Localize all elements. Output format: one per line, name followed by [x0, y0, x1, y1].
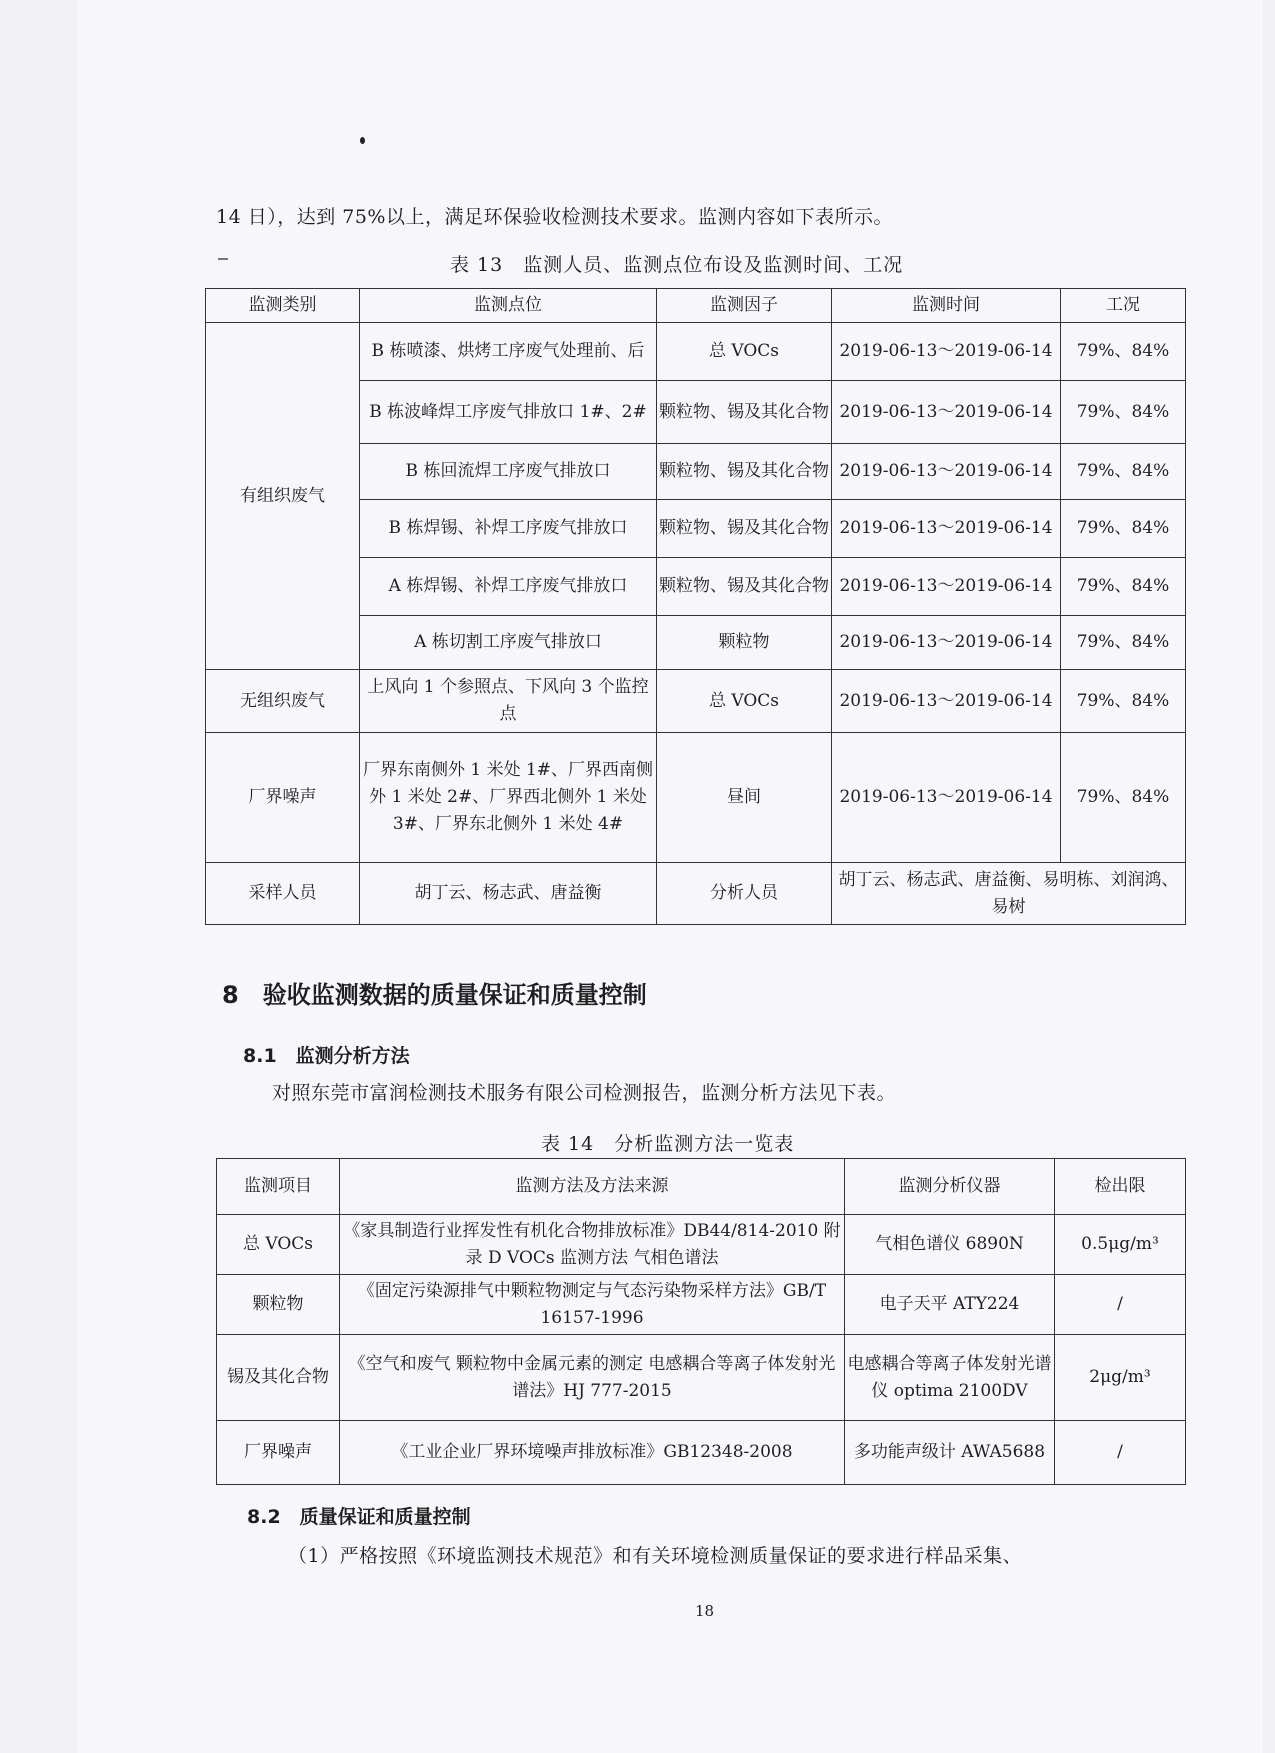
instrument-cell: 电子天平 ATY224 [845, 1275, 1055, 1335]
condition-cell: 79%、84% [1061, 733, 1186, 863]
ink-dash [218, 258, 228, 260]
analysis-staff: 胡丁云、杨志武、唐益衡、易明栋、刘润鸿、易树 [832, 863, 1186, 925]
method-cell: 《工业企业厂界环境噪声排放标准》GB12348-2008 [340, 1421, 845, 1485]
item-cell: 总 VOCs [217, 1215, 340, 1275]
header-cell: 监测方法及方法来源 [340, 1159, 845, 1215]
point-cell: 上风向 1 个参照点、下风向 3 个监控点 [360, 670, 657, 733]
point-cell: A 栋焊锡、补焊工序废气排放口 [360, 558, 657, 616]
condition-cell: 79%、84% [1061, 670, 1186, 733]
point-cell: 厂界东南侧外 1 米处 1#、厂界西南侧外 1 米处 2#、厂界西北侧外 1 米处 3#、厂界东北侧外 1 米处 4# [360, 733, 657, 863]
factor-cell: 颗粒物 [657, 616, 832, 670]
section-8-1-paragraph: 对照东莞市富润检测技术服务有限公司检测报告，监测分析方法见下表。 [272, 1082, 897, 1104]
header-cell: 检出限 [1055, 1159, 1186, 1215]
monitoring-table [205, 288, 1186, 925]
method-cell: 《空气和废气 颗粒物中金属元素的测定 电感耦合等离子体发射光谱法》HJ 777-2015 [340, 1335, 845, 1421]
limit-cell: / [1055, 1421, 1186, 1485]
section-8-2-paragraph: （1）严格按照《环境监测技术规范》和有关环境检测质量保证的要求进行样品采集、 [288, 1545, 1023, 1567]
instrument-cell: 气相色谱仪 6890N [845, 1215, 1055, 1275]
point-cell: B 栋焊锡、补焊工序废气排放口 [360, 500, 657, 558]
time-cell: 2019-06-13～2019-06-14 [832, 670, 1061, 733]
methods-table [216, 1158, 1186, 1485]
condition-cell: 79%、84% [1061, 558, 1186, 616]
factor-cell: 颗粒物、锡及其化合物 [657, 558, 832, 616]
table-row [217, 1335, 1186, 1421]
page-number: 18 [695, 1602, 715, 1620]
intro-paragraph: 14 日），达到 75%以上，满足环保验收检测技术要求。监测内容如下表所示。 [216, 206, 893, 228]
factor-cell: 总 VOCs [657, 670, 832, 733]
table-header-row [206, 289, 1186, 323]
sampling-staff: 胡丁云、杨志武、唐益衡 [360, 863, 657, 925]
limit-cell: / [1055, 1275, 1186, 1335]
table-row [217, 1421, 1186, 1485]
category-cell: 有组织废气 [206, 323, 360, 670]
condition-cell: 79%、84% [1061, 444, 1186, 500]
condition-cell: 79%、84% [1061, 381, 1186, 444]
analysis-label: 分析人员 [657, 863, 832, 925]
staff-row [206, 863, 1186, 925]
instrument-cell: 多功能声级计 AWA5688 [845, 1421, 1055, 1485]
header-cell: 监测项目 [217, 1159, 340, 1215]
table-row [206, 323, 1186, 381]
time-cell: 2019-06-13～2019-06-14 [832, 444, 1061, 500]
header-cell: 监测时间 [832, 289, 1061, 323]
category-cell: 无组织废气 [206, 670, 360, 733]
ink-dot [360, 137, 365, 144]
time-cell: 2019-06-13～2019-06-14 [832, 381, 1061, 444]
method-cell: 《固定污染源排气中颗粒物测定与气态污染物采样方法》GB/T 16157-1996 [340, 1275, 845, 1335]
table-header-row [217, 1159, 1186, 1215]
table14-caption: 表 14 分析监测方法一览表 [541, 1133, 795, 1155]
condition-cell: 79%、84% [1061, 323, 1186, 381]
method-cell: 《家具制造行业挥发性有机化合物排放标准》DB44/814-2010 附录 D VOCs 监测方法 气相色谱法 [340, 1215, 845, 1275]
factor-cell: 颗粒物、锡及其化合物 [657, 500, 832, 558]
time-cell: 2019-06-13～2019-06-14 [832, 616, 1061, 670]
section-8-2-heading: 8.2 质量保证和质量控制 [247, 1506, 471, 1528]
table-row [217, 1215, 1186, 1275]
header-cell: 监测因子 [657, 289, 832, 323]
point-cell: A 栋切割工序废气排放口 [360, 616, 657, 670]
table-row [206, 733, 1186, 863]
table-row [217, 1275, 1186, 1335]
factor-cell: 昼间 [657, 733, 832, 863]
point-cell: B 栋回流焊工序废气排放口 [360, 444, 657, 500]
point-cell: B 栋波峰焊工序废气排放口 1#、2# [360, 381, 657, 444]
factor-cell: 颗粒物、锡及其化合物 [657, 381, 832, 444]
limit-cell: 2μg/m³ [1055, 1335, 1186, 1421]
item-cell: 锡及其化合物 [217, 1335, 340, 1421]
condition-cell: 79%、84% [1061, 616, 1186, 670]
instrument-cell: 电感耦合等离子体发射光谱仪 optima 2100DV [845, 1335, 1055, 1421]
condition-cell: 79%、84% [1061, 500, 1186, 558]
sampling-label: 采样人员 [206, 863, 360, 925]
time-cell: 2019-06-13～2019-06-14 [832, 323, 1061, 381]
item-cell: 厂界噪声 [217, 1421, 340, 1485]
section-8-heading: 8 验收监测数据的质量保证和质量控制 [222, 981, 647, 1009]
category-cell: 厂界噪声 [206, 733, 360, 863]
header-cell: 监测类别 [206, 289, 360, 323]
time-cell: 2019-06-13～2019-06-14 [832, 500, 1061, 558]
point-cell: B 栋喷漆、烘烤工序废气处理前、后 [360, 323, 657, 381]
limit-cell: 0.5μg/m³ [1055, 1215, 1186, 1275]
header-cell: 工况 [1061, 289, 1186, 323]
table-row [206, 670, 1186, 733]
factor-cell: 总 VOCs [657, 323, 832, 381]
item-cell: 颗粒物 [217, 1275, 340, 1335]
section-8-1-heading: 8.1 监测分析方法 [243, 1045, 410, 1067]
header-cell: 监测分析仪器 [845, 1159, 1055, 1215]
time-cell: 2019-06-13～2019-06-14 [832, 558, 1061, 616]
header-cell: 监测点位 [360, 289, 657, 323]
time-cell: 2019-06-13～2019-06-14 [832, 733, 1061, 863]
factor-cell: 颗粒物、锡及其化合物 [657, 444, 832, 500]
table13-caption: 表 13 监测人员、监测点位布设及监测时间、工况 [450, 254, 904, 276]
